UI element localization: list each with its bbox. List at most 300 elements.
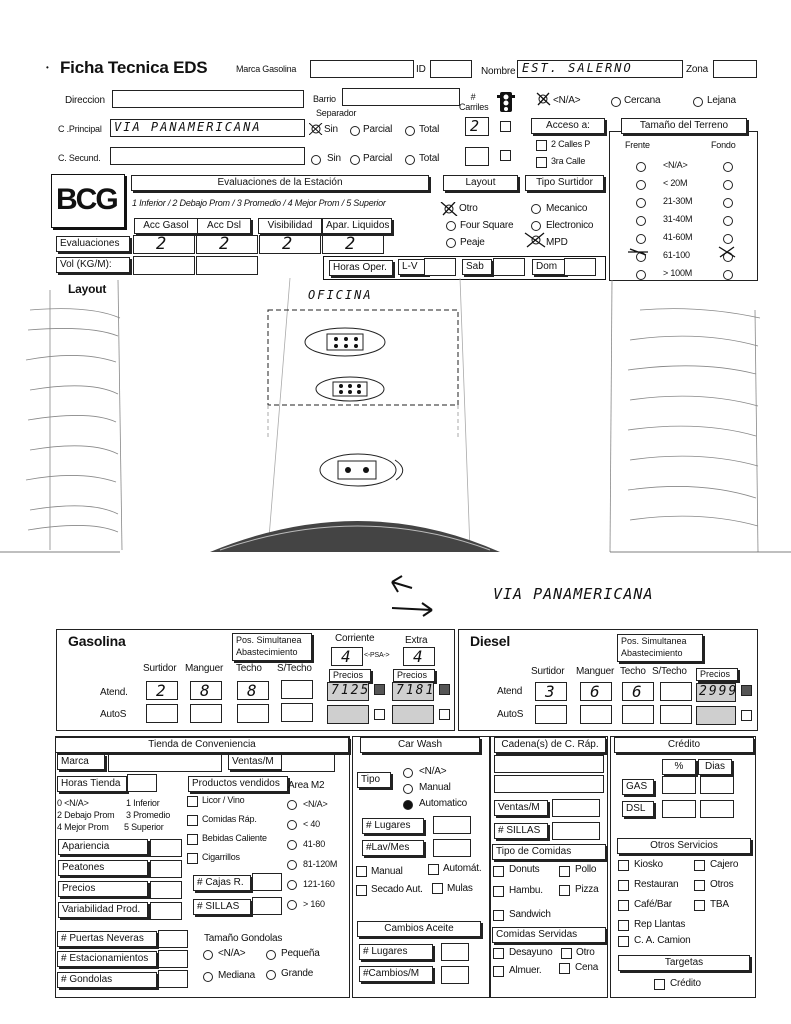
producto-checkbox-2[interactable] bbox=[187, 834, 198, 845]
cambios-lugares-label: # Lugares bbox=[359, 944, 433, 960]
g-manguer-atend[interactable] bbox=[190, 681, 222, 700]
d-precio-checkbox[interactable] bbox=[741, 685, 752, 696]
tienda-sillas-label: # SILLAS bbox=[193, 899, 251, 915]
extra-value: 4 bbox=[413, 647, 425, 666]
layout-sketch bbox=[0, 270, 791, 630]
d-precio-autos[interactable] bbox=[696, 706, 736, 725]
total2-radio[interactable] bbox=[405, 155, 415, 165]
carriles-input[interactable] bbox=[465, 117, 489, 136]
cambios-m-input[interactable] bbox=[441, 966, 469, 984]
electronico-label: Electronico bbox=[546, 220, 594, 231]
cw-lavmes-label: #Lav/Mes bbox=[362, 840, 424, 856]
tienda-sillas-input[interactable] bbox=[252, 897, 282, 915]
c-principal-input[interactable] bbox=[110, 119, 305, 137]
size-label-1: < 20M bbox=[663, 178, 688, 188]
area-label: Area M2 bbox=[288, 780, 325, 791]
d-techo-atend-value: 6 bbox=[632, 682, 644, 701]
direccion-label: Direccion bbox=[65, 95, 105, 106]
frente-radio-3[interactable] bbox=[636, 216, 646, 226]
otros-checkbox-1[interactable] bbox=[694, 860, 705, 871]
marca-gasolina-input[interactable] bbox=[310, 60, 414, 78]
gondola-na-radio[interactable] bbox=[203, 950, 213, 960]
visibilidad-value: 2 bbox=[282, 234, 295, 254]
marca-gasolina-label: Marca Gasolina bbox=[236, 64, 297, 74]
cw-automatico-label: Automatico bbox=[419, 798, 468, 809]
producto-checkbox-3[interactable] bbox=[187, 853, 198, 864]
tipo-surtidor-header: Tipo Surtidor bbox=[525, 175, 604, 191]
dias-header: Dias bbox=[698, 759, 732, 775]
vol-row-label: Vol (KG/M): bbox=[56, 257, 130, 273]
donuts-checkbox[interactable] bbox=[493, 866, 504, 877]
tamano-gondolas-label: Tamaño Gondolas bbox=[204, 933, 283, 944]
g-techo-atend[interactable] bbox=[237, 681, 269, 700]
marca-label: Marca bbox=[57, 754, 105, 770]
diesel-title: Diesel bbox=[470, 633, 511, 649]
gasolina-title: Gasolina bbox=[68, 633, 126, 649]
d-techo-header: Techo bbox=[620, 666, 646, 677]
otro-comida-label: Otro bbox=[576, 947, 595, 958]
diesel-pos-label: Pos. Simultanea Abastecimiento bbox=[617, 634, 703, 662]
carriles-label: # Carriles bbox=[459, 92, 489, 112]
peaje-label: Peaje bbox=[460, 237, 485, 248]
estac-input[interactable] bbox=[158, 950, 188, 968]
zona-input[interactable] bbox=[713, 60, 757, 78]
donuts-label: Donuts bbox=[509, 864, 540, 875]
otros-checkbox-5[interactable] bbox=[694, 900, 705, 911]
size-label-2: 21-30M bbox=[663, 196, 693, 206]
carriles-value: 2 bbox=[470, 117, 482, 135]
g-stecho-atend[interactable] bbox=[281, 680, 313, 699]
pct-header: % bbox=[662, 759, 696, 775]
g-precio-corriente[interactable] bbox=[327, 682, 369, 701]
id-label: ID bbox=[416, 64, 426, 75]
hambu-label: Hambu. bbox=[509, 885, 543, 896]
total-label: Total bbox=[419, 124, 440, 135]
gondola-grande-label: Grande bbox=[281, 968, 314, 979]
gondola-na-label: <N/A> bbox=[218, 948, 246, 959]
apar-liquidos-header: Apar. Liquidos bbox=[322, 218, 392, 234]
gas-dias-input[interactable] bbox=[700, 776, 734, 794]
g-techo-autos[interactable] bbox=[237, 704, 269, 723]
d-stecho-atend[interactable] bbox=[660, 682, 692, 701]
gasolina-pos-label: Pos. Simultanea Abastecimiento bbox=[232, 633, 312, 661]
tercera-calle-checkbox[interactable] bbox=[536, 157, 547, 168]
estac-label: # Estacionamientos bbox=[57, 951, 157, 967]
cambios-lugares-input[interactable] bbox=[441, 943, 469, 961]
cw-secado-label: Secado Aut. bbox=[371, 884, 423, 895]
area-label-3: 81-120M bbox=[303, 859, 338, 869]
c-secund-input[interactable] bbox=[110, 147, 305, 165]
g-precios-label-1: Precios bbox=[329, 669, 371, 682]
zona-label: Zona bbox=[686, 64, 708, 75]
area-label-5: > 160 bbox=[303, 899, 325, 909]
d-precio[interactable] bbox=[696, 683, 739, 702]
puertas-input[interactable] bbox=[158, 930, 188, 948]
layout-label: Layout bbox=[68, 282, 107, 296]
d-manguer-header: Manguer bbox=[576, 666, 615, 677]
g-techo-header: Techo bbox=[236, 663, 262, 674]
g-techo-atend-value: 8 bbox=[247, 681, 259, 700]
otros-checkbox-0[interactable] bbox=[618, 860, 629, 871]
d-manguer-autos[interactable] bbox=[580, 705, 612, 724]
fondo-61-100-mark-icon bbox=[718, 246, 736, 258]
productos-label: Productos vendidos bbox=[188, 776, 288, 792]
fondo-radio-4[interactable] bbox=[723, 234, 733, 244]
ventas-input[interactable] bbox=[281, 754, 335, 772]
producto-label-1: Comidas Ráp. bbox=[202, 814, 257, 824]
dos-calles-label: 2 Calles P bbox=[551, 139, 591, 149]
marca-input[interactable] bbox=[108, 754, 222, 772]
lejana-label: Lejana bbox=[707, 95, 736, 106]
g-precio-corriente-value: 7125 bbox=[331, 683, 371, 698]
size-label-6: > 100M bbox=[663, 268, 693, 278]
scale-item-5: 5 Superior bbox=[124, 822, 164, 832]
d-precios-label: Precios bbox=[696, 668, 738, 681]
g-precio-corriente-autos[interactable] bbox=[327, 705, 369, 724]
area-radio-0[interactable] bbox=[287, 800, 297, 810]
otros-label-4: Café/Bar bbox=[634, 899, 672, 910]
d-stecho-autos[interactable] bbox=[660, 705, 692, 724]
parcial2-label: Parcial bbox=[363, 153, 393, 164]
d-techo-autos[interactable] bbox=[622, 705, 654, 724]
g-precio-corriente-checkbox[interactable] bbox=[374, 684, 385, 695]
mpd-label: MPD bbox=[546, 237, 568, 248]
area-label-2: 41-80 bbox=[303, 839, 326, 849]
credito-label: Crédito bbox=[670, 978, 701, 989]
area-label-1: < 40 bbox=[303, 819, 320, 829]
sandwich-label: Sandwich bbox=[509, 909, 551, 920]
cadena-input-2[interactable] bbox=[494, 775, 604, 793]
g-stecho-header: S/Techo bbox=[277, 663, 312, 674]
tienda-header: Tienda de Conveniencia bbox=[55, 737, 349, 753]
area-radio-3[interactable] bbox=[287, 860, 297, 870]
otros-checkbox-3[interactable] bbox=[694, 880, 705, 891]
barrio-label: Barrio bbox=[313, 94, 336, 104]
direccion-input[interactable] bbox=[112, 90, 304, 108]
cajas-label: # Cajas R. bbox=[193, 875, 251, 891]
acc-dsl-value: 2 bbox=[219, 234, 232, 254]
cena-checkbox[interactable] bbox=[559, 963, 570, 974]
layout-header: Layout bbox=[443, 175, 518, 191]
total2-label: Total bbox=[419, 153, 440, 164]
size-label-0: <N/A> bbox=[663, 160, 688, 170]
cw-na-radio[interactable] bbox=[403, 768, 413, 778]
cadena-ventas-label: Ventas/M bbox=[494, 800, 548, 816]
total-radio[interactable] bbox=[405, 126, 415, 136]
g-autos-label: AutoS bbox=[100, 709, 127, 720]
sin-radio-checked[interactable] bbox=[309, 123, 323, 135]
g-surtidor-header: Surtidor bbox=[143, 663, 177, 674]
otros-label-1: Cajero bbox=[710, 859, 739, 870]
frente-radio-0[interactable] bbox=[636, 162, 646, 172]
tercera-calle-label: 3ra Calle bbox=[551, 156, 586, 166]
cadena-header: Cadena(s) de C. Ráp. bbox=[494, 737, 606, 753]
bcg-logo-text: BCG bbox=[56, 183, 117, 216]
d-surtidor-autos[interactable] bbox=[535, 705, 567, 724]
carriles-checkbox[interactable] bbox=[500, 121, 511, 132]
d-surtidor-header: Surtidor bbox=[531, 666, 565, 677]
tipo-comidas-header: Tipo de Comidas bbox=[492, 844, 606, 860]
scale-item-2: 2 Debajo Prom bbox=[57, 810, 115, 820]
form-title: Ficha Tecnica EDS bbox=[60, 58, 208, 77]
tarjetas-header: Targetas bbox=[618, 955, 750, 971]
fondo-label: Fondo bbox=[711, 140, 736, 150]
area-radio-5[interactable] bbox=[287, 900, 297, 910]
g-surtidor-autos[interactable] bbox=[146, 704, 178, 723]
acceso-header: Acceso a: bbox=[531, 118, 605, 134]
cw-mulas-checkbox[interactable] bbox=[432, 883, 443, 894]
tienda-eval-label-3: Variabilidad Prod. bbox=[58, 902, 148, 918]
cw-manual-check-label: Manual bbox=[371, 866, 403, 877]
acc-dsl-header: Acc Dsl bbox=[197, 218, 251, 234]
acc-gasol-value-box[interactable] bbox=[133, 235, 195, 254]
puertas-label: # Puertas Neveras bbox=[57, 931, 157, 947]
visibilidad-header: Visibilidad bbox=[258, 218, 322, 234]
cw-mulas-label: Mulas bbox=[447, 883, 473, 894]
apar-liquidos-value-box[interactable] bbox=[322, 235, 384, 254]
otros-servicios-header: Otros Servicios bbox=[617, 838, 751, 854]
na-radio-checked[interactable] bbox=[536, 92, 550, 104]
d-autos-checkbox[interactable] bbox=[741, 710, 752, 721]
dsl-dias-input[interactable] bbox=[700, 800, 734, 818]
hambu-checkbox[interactable] bbox=[493, 886, 504, 897]
scale-item-0: 0 <N/A> bbox=[57, 798, 89, 808]
visibilidad-value-box[interactable] bbox=[259, 235, 321, 254]
sab-label: Sab bbox=[462, 259, 492, 275]
parcial2-radio[interactable] bbox=[350, 155, 360, 165]
gas-label: GAS bbox=[622, 779, 654, 795]
fondo-radio-2[interactable] bbox=[723, 198, 733, 208]
cadena-ventas-input[interactable] bbox=[552, 799, 600, 817]
oficina-label: OFICINA bbox=[308, 288, 373, 302]
cadena-sillas-input[interactable] bbox=[552, 822, 600, 840]
carwash-header: Car Wash bbox=[360, 737, 480, 753]
fondo-radio-1[interactable] bbox=[723, 180, 733, 190]
area-radio-4[interactable] bbox=[287, 880, 297, 890]
otros-label-5: TBA bbox=[710, 899, 729, 910]
sin2-radio[interactable] bbox=[311, 155, 321, 165]
g-precio-extra-autos[interactable] bbox=[392, 705, 434, 724]
g-autos-checkbox-2[interactable] bbox=[439, 709, 450, 720]
otros-label-6: Rep Llantas bbox=[634, 919, 686, 930]
extra-label: Extra bbox=[405, 635, 428, 646]
area-radio-2[interactable] bbox=[287, 840, 297, 850]
sin2-label: Sin bbox=[327, 153, 341, 164]
bcg-logo bbox=[51, 174, 125, 228]
otros-checkbox-7[interactable] bbox=[618, 936, 629, 947]
size-label-4: 41-60M bbox=[663, 232, 693, 242]
d-manguer-atend-value: 6 bbox=[590, 682, 602, 701]
cambios-header: Cambios Aceite bbox=[357, 921, 481, 937]
acc-gasol-value: 2 bbox=[156, 234, 169, 254]
gondolas-label: # Gondolas bbox=[57, 972, 157, 988]
c-principal-label: C .Principal bbox=[58, 124, 102, 134]
size-label-3: 31-40M bbox=[663, 214, 693, 224]
g-precio-extra[interactable] bbox=[392, 682, 434, 701]
pizza-checkbox[interactable] bbox=[559, 885, 570, 896]
tienda-eval-input-1[interactable] bbox=[150, 860, 182, 878]
nombre-value: EST. SALERNO bbox=[522, 61, 633, 75]
dsl-label: DSL bbox=[622, 801, 654, 817]
tienda-eval-input-2[interactable] bbox=[150, 881, 182, 899]
pizza-label: Pizza bbox=[575, 884, 599, 895]
four-square-label: Four Square bbox=[460, 220, 514, 231]
mecanico-radio[interactable] bbox=[531, 204, 541, 214]
d-stecho-header: S/Techo bbox=[652, 666, 687, 677]
lejana-radio[interactable] bbox=[693, 97, 703, 107]
d-surtidor-atend[interactable] bbox=[535, 682, 567, 701]
tienda-eval-label-1: Peatones bbox=[58, 860, 148, 876]
desayuno-label: Desayuno bbox=[509, 947, 553, 958]
four-square-radio[interactable] bbox=[446, 221, 456, 231]
producto-checkbox-1[interactable] bbox=[187, 815, 198, 826]
sin-label: Sin bbox=[324, 124, 338, 135]
comidas-servidas-header: Comidas Servidas bbox=[492, 927, 606, 943]
otros-checkbox-4[interactable] bbox=[618, 900, 629, 911]
otros-checkbox-2[interactable] bbox=[618, 880, 629, 891]
cw-na-label: <N/A> bbox=[419, 766, 447, 777]
tienda-eval-input-0[interactable] bbox=[150, 839, 182, 857]
credito-header: Crédito bbox=[614, 737, 754, 753]
almuer-checkbox[interactable] bbox=[493, 966, 504, 977]
d-manguer-atend[interactable] bbox=[580, 682, 612, 701]
gondolas-input[interactable] bbox=[158, 970, 188, 988]
left-hatch bbox=[26, 280, 122, 550]
carriles2-input[interactable] bbox=[465, 147, 489, 166]
nombre-label: Nombre bbox=[481, 66, 516, 77]
nombre-input[interactable] bbox=[517, 60, 683, 78]
producto-label-2: Bebidas Caliente bbox=[202, 833, 267, 843]
otro-radio-checked[interactable] bbox=[440, 202, 458, 216]
d-precio-value: 2999 bbox=[699, 684, 739, 699]
gondola-pequena-radio[interactable] bbox=[266, 950, 276, 960]
g-surtidor-atend[interactable] bbox=[146, 681, 178, 700]
d-techo-atend[interactable] bbox=[622, 682, 654, 701]
gondola-mediana-radio[interactable] bbox=[203, 972, 213, 982]
cadena-sillas-label: # SILLAS bbox=[494, 823, 548, 839]
tamano-header: Tamaño del Terreno bbox=[621, 118, 747, 134]
scale-item-4: 4 Mejor Prom bbox=[57, 822, 109, 832]
d-surtidor-atend-value: 3 bbox=[545, 682, 557, 701]
dsl-pct-input[interactable] bbox=[662, 800, 696, 818]
cw-autom-checkbox[interactable] bbox=[428, 864, 439, 875]
barrio-input[interactable] bbox=[342, 88, 460, 106]
carriles2-checkbox[interactable] bbox=[500, 150, 511, 161]
apar-liquidos-value: 2 bbox=[345, 234, 358, 254]
size-label-5: 61-100 bbox=[663, 250, 690, 260]
frente-radio-4[interactable] bbox=[636, 234, 646, 244]
cadena-input-1[interactable] bbox=[494, 755, 604, 773]
g-manguer-autos[interactable] bbox=[190, 704, 222, 723]
pollo-label: Pollo bbox=[575, 864, 597, 875]
frente-radio-1[interactable] bbox=[636, 180, 646, 190]
electronico-radio[interactable] bbox=[531, 221, 541, 231]
area-label-0: <N/A> bbox=[303, 799, 328, 809]
c-secund-label: C. Secund. bbox=[58, 153, 101, 163]
evaluaciones-header: Evaluaciones de la Estación bbox=[131, 175, 429, 191]
horas-oper-label: Horas Oper. bbox=[329, 260, 393, 276]
almuer-label: Almuer. bbox=[509, 965, 542, 976]
cw-manual-radio[interactable] bbox=[403, 784, 413, 794]
c-principal-value: VIA PANAMERICANA bbox=[114, 120, 262, 134]
peaje-radio[interactable] bbox=[446, 238, 456, 248]
cw-lavmes-input[interactable] bbox=[433, 839, 471, 857]
otro-label: Otro bbox=[459, 203, 478, 214]
na-label: <N/A> bbox=[553, 95, 581, 106]
psa-label: <-PSA-> bbox=[364, 652, 390, 659]
evaluaciones-row-label: Evaluaciones bbox=[56, 236, 130, 252]
id-input[interactable] bbox=[430, 60, 472, 78]
cw-secado-checkbox[interactable] bbox=[356, 885, 367, 896]
cena-label: Cena bbox=[575, 962, 599, 973]
parcial-label: Parcial bbox=[363, 124, 393, 135]
traffic-light-icon bbox=[497, 90, 515, 114]
cw-automatico-radio[interactable] bbox=[403, 800, 413, 810]
g-atend-label: Atend. bbox=[100, 687, 128, 698]
tienda-eval-label-2: Precios bbox=[58, 881, 148, 897]
cw-autom-label: Automát. bbox=[443, 863, 482, 874]
otro-checkbox[interactable] bbox=[561, 948, 572, 959]
g-stecho-autos[interactable] bbox=[281, 703, 313, 722]
right-hatch bbox=[610, 280, 760, 552]
acc-dsl-value-box[interactable] bbox=[196, 235, 258, 254]
tienda-eval-label-0: Apariencia bbox=[58, 839, 148, 855]
gas-pct-input[interactable] bbox=[662, 776, 696, 794]
otros-label-3: Otros bbox=[710, 879, 734, 890]
horas-tienda-input[interactable] bbox=[127, 774, 157, 792]
cw-manual-checkbox[interactable] bbox=[356, 866, 367, 877]
fondo-radio-0[interactable] bbox=[723, 162, 733, 172]
g-autos-checkbox-1[interactable] bbox=[374, 709, 385, 720]
otros-checkbox-6[interactable] bbox=[618, 920, 629, 931]
scale-item-1: 1 Inferior bbox=[126, 798, 160, 808]
producto-checkbox-0[interactable] bbox=[187, 796, 198, 807]
frente-label: Frente bbox=[625, 140, 650, 150]
credito-checkbox[interactable] bbox=[654, 979, 665, 990]
area-radio-1[interactable] bbox=[287, 820, 297, 830]
cercana-radio[interactable] bbox=[611, 97, 621, 107]
cercana-label: Cercana bbox=[624, 95, 661, 106]
desayuno-checkbox[interactable] bbox=[493, 948, 504, 959]
tienda-eval-input-3[interactable] bbox=[150, 902, 182, 920]
frente-radio-2[interactable] bbox=[636, 198, 646, 208]
horas-tienda-label: Horas Tienda bbox=[57, 776, 127, 792]
sandwich-checkbox[interactable] bbox=[493, 910, 504, 921]
dos-calles-checkbox[interactable] bbox=[536, 140, 547, 151]
g-surtidor-atend-value: 2 bbox=[156, 681, 168, 700]
gondola-grande-radio[interactable] bbox=[266, 970, 276, 980]
via-label: VIA PANAMERICANA bbox=[493, 585, 654, 603]
cw-manual-label: Manual bbox=[419, 782, 451, 793]
pollo-checkbox[interactable] bbox=[559, 866, 570, 877]
cajas-input[interactable] bbox=[252, 873, 282, 891]
extra-input[interactable] bbox=[403, 647, 435, 666]
otros-label-0: Kiosko bbox=[634, 859, 663, 870]
frente-61-100-mark-icon bbox=[628, 247, 648, 257]
mpd-radio-checked[interactable] bbox=[524, 232, 546, 248]
dom-label: Dom bbox=[532, 259, 566, 275]
g-precio-extra-value: 7181 bbox=[396, 683, 436, 698]
parcial-radio[interactable] bbox=[350, 126, 360, 136]
fondo-radio-3[interactable] bbox=[723, 216, 733, 226]
corriente-input[interactable] bbox=[331, 647, 363, 666]
g-precio-extra-checkbox[interactable] bbox=[439, 684, 450, 695]
lv-label: L-V bbox=[398, 259, 428, 275]
separador-label: Separador bbox=[316, 108, 357, 118]
d-autos-label: AutoS bbox=[497, 709, 524, 720]
cw-lugares-input[interactable] bbox=[433, 816, 471, 834]
corriente-value: 4 bbox=[341, 647, 353, 666]
